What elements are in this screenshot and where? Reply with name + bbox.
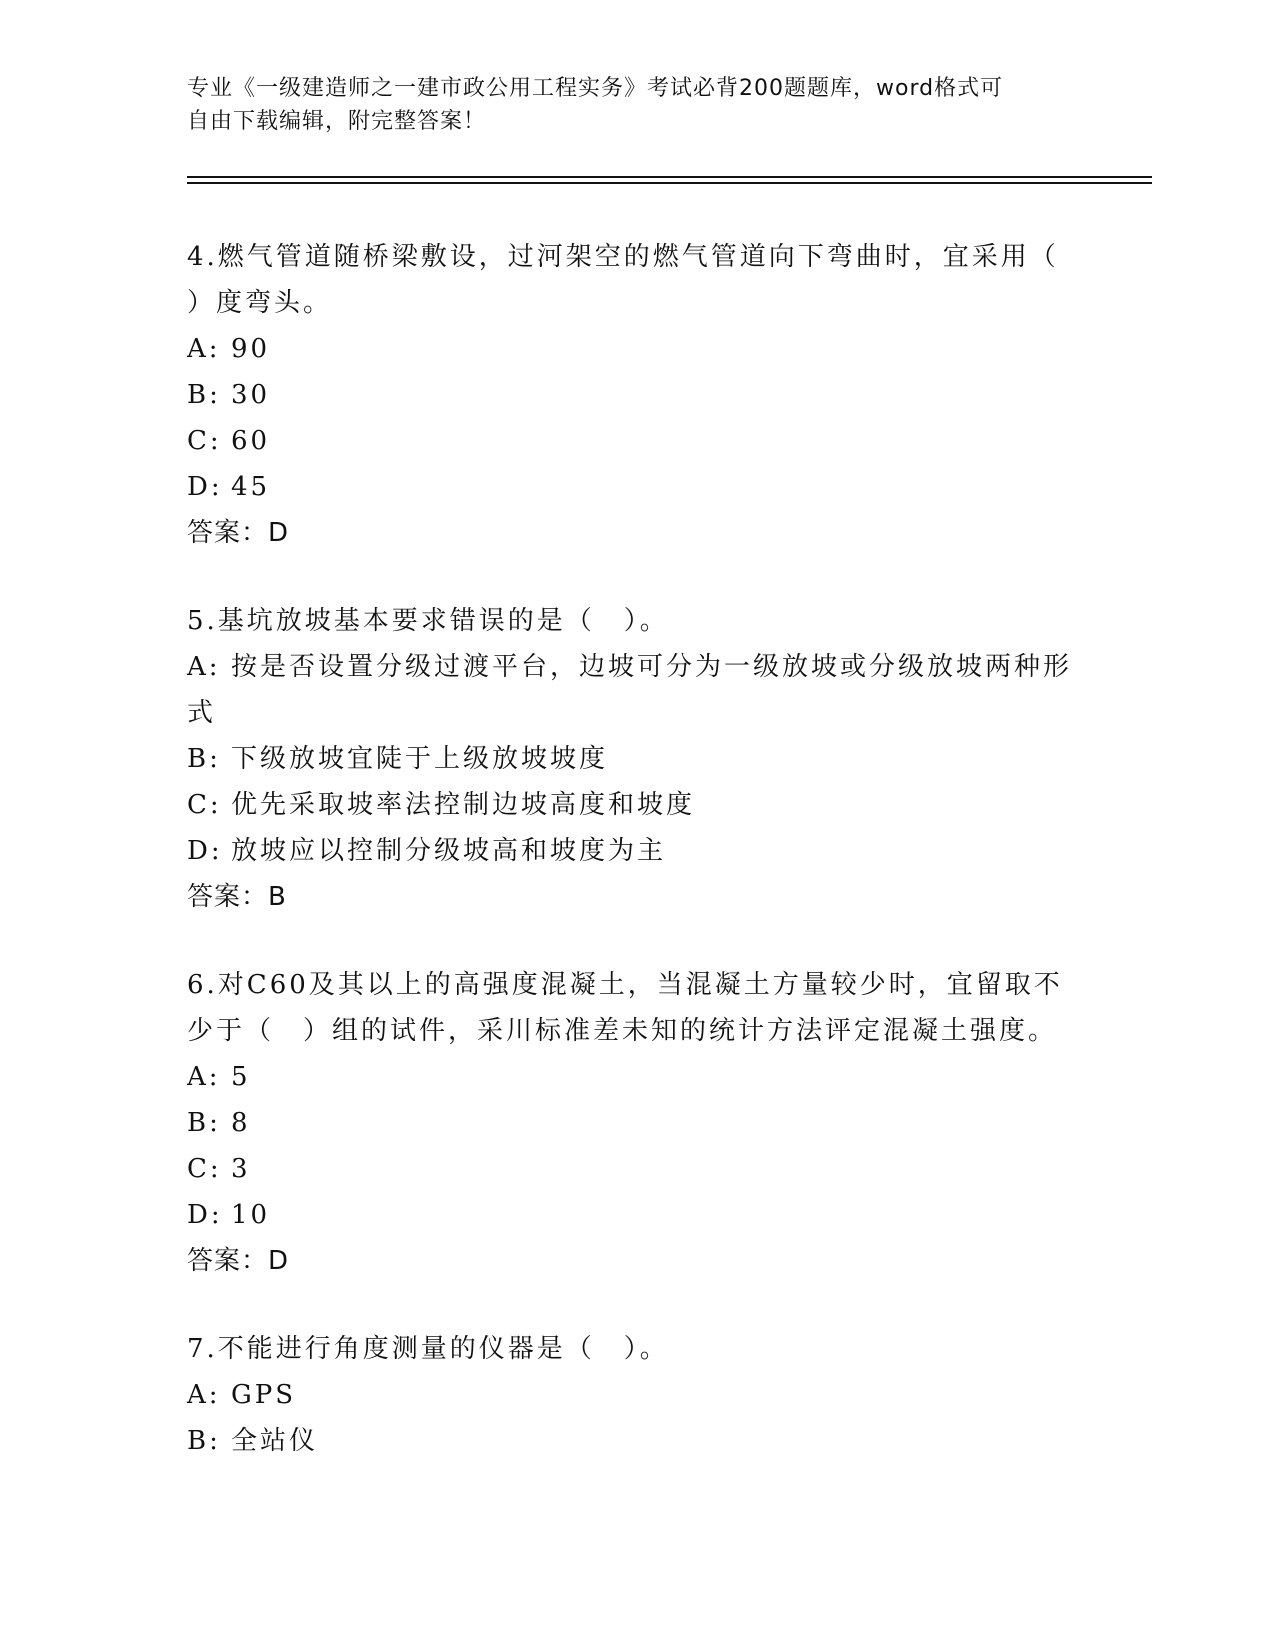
option-text: GPS xyxy=(231,1380,297,1410)
question-stem-line: 7.不能进行角度测量的仪器是（ ）。 xyxy=(187,1334,669,1364)
option-key: A: xyxy=(187,652,221,682)
option-text: 30 xyxy=(231,380,271,410)
option-key: A: xyxy=(187,1380,221,1410)
option-b xyxy=(187,1100,1087,1146)
option-a xyxy=(187,1054,1087,1100)
question-4 xyxy=(187,234,1087,556)
header-divider-top xyxy=(187,176,1152,178)
question-stem-line: ）度弯头。 xyxy=(187,288,333,318)
question-5 xyxy=(187,598,1087,920)
option-key: D: xyxy=(187,472,223,502)
answer: 答案：B xyxy=(187,882,287,912)
option-text: 按是否设置分级过渡平台，边坡可分为一级放坡或分级放坡两种形 xyxy=(231,652,1073,682)
answer: 答案：D xyxy=(187,518,290,548)
option-a-continued: 式 xyxy=(187,698,217,728)
option-key: B: xyxy=(187,1426,221,1456)
option-key: D: xyxy=(187,836,223,866)
question-stem-line: 6.对C60及其以上的高强度混凝土，当混凝土方量较少时，宜留取不 xyxy=(187,970,1063,1000)
option-text: 8 xyxy=(231,1108,251,1138)
question-stem-line: 4.燃气管道随桥梁敷设，过河架空的燃气管道向下弯曲时，宜采用（ xyxy=(187,242,1059,272)
option-b xyxy=(187,736,1087,782)
option-text: 60 xyxy=(231,426,271,456)
option-key: B: xyxy=(187,1108,221,1138)
question-stem-line: 5.基坑放坡基本要求错误的是（ ）。 xyxy=(187,606,669,636)
option-text: 下级放坡宜陡于上级放坡坡度 xyxy=(231,744,609,774)
option-key: B: xyxy=(187,380,221,410)
option-text: 全站仪 xyxy=(231,1426,319,1456)
option-text: 90 xyxy=(231,334,271,364)
answer: 答案：D xyxy=(187,1246,290,1276)
option-key: A: xyxy=(187,334,221,364)
header-line-2: 自由下载编辑，附完整答案！ xyxy=(187,109,487,134)
header-divider-bottom xyxy=(187,182,1152,184)
option-key: C: xyxy=(187,1154,222,1184)
option-d xyxy=(187,1192,1087,1238)
option-d xyxy=(187,828,1087,874)
option-text: 45 xyxy=(231,472,271,502)
option-b xyxy=(187,1418,1087,1464)
option-text: 优先采取坡率法控制边坡高度和坡度 xyxy=(231,790,696,820)
option-c xyxy=(187,418,1087,464)
option-key: A: xyxy=(187,1062,221,1092)
option-b xyxy=(187,372,1087,418)
question-stem-line: 少于（ ）组的试件，采川标准差未知的统计方法评定混凝土强度。 xyxy=(187,1016,1058,1046)
option-text: 10 xyxy=(231,1200,271,1230)
option-text: 放坡应以控制分级坡高和坡度为主 xyxy=(231,836,667,866)
option-c xyxy=(187,782,1087,828)
option-a xyxy=(187,326,1087,372)
question-7 xyxy=(187,1326,1087,1464)
option-c xyxy=(187,1146,1087,1192)
option-key: C: xyxy=(187,426,222,456)
option-key: C: xyxy=(187,790,222,820)
option-key: D: xyxy=(187,1200,223,1230)
option-text: 5 xyxy=(231,1062,251,1092)
option-d xyxy=(187,464,1087,510)
question-6 xyxy=(187,962,1087,1284)
option-a xyxy=(187,1372,1087,1418)
option-text: 3 xyxy=(231,1154,251,1184)
header-line-1: 专业《一级建造师之一建市政公用工程实务》考试必背200题题库，word格式可 xyxy=(187,76,1004,101)
document-header xyxy=(187,72,1067,138)
option-a xyxy=(187,644,1087,690)
option-key: B: xyxy=(187,744,221,774)
